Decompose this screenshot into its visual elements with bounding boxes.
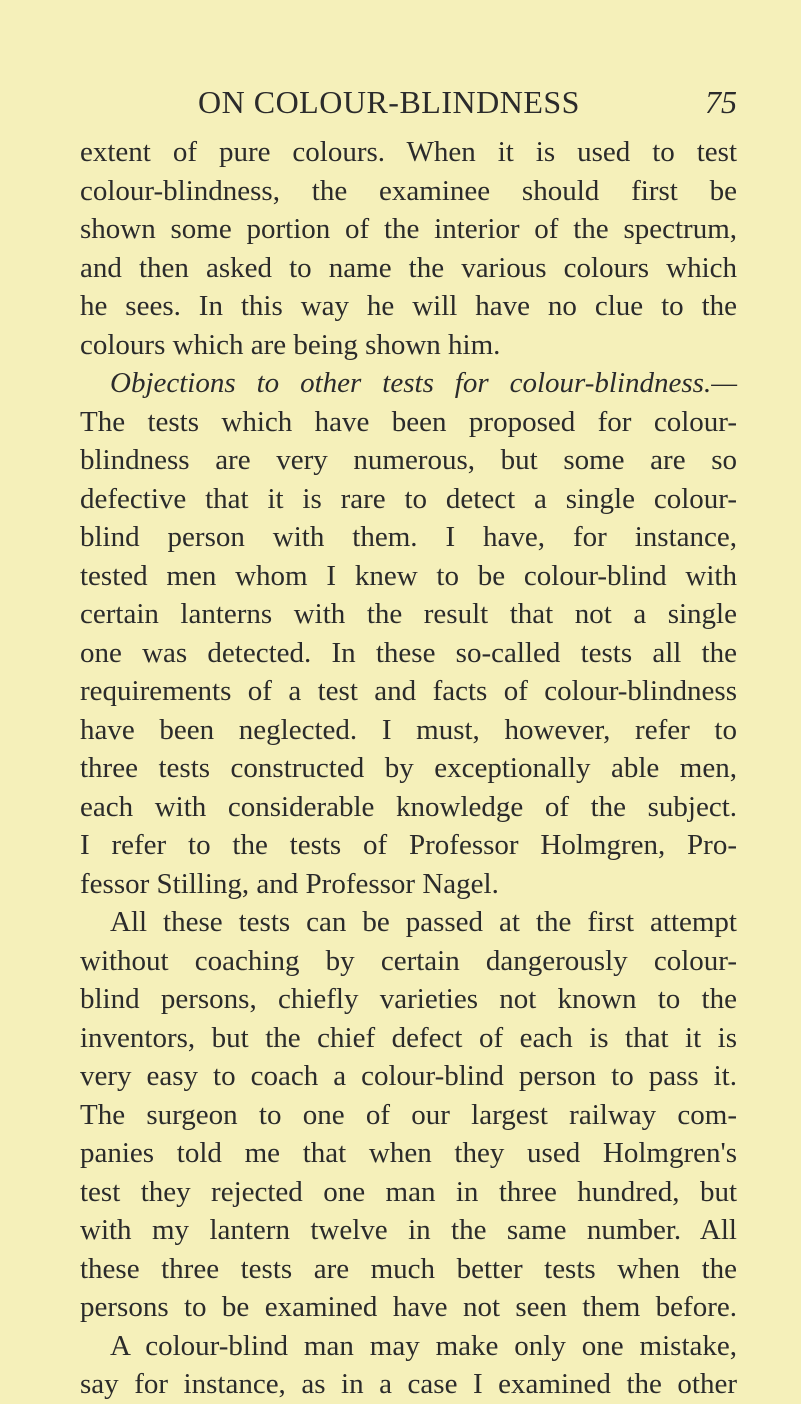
section-heading: Objections to other tests for colour-blindness.— (110, 367, 737, 399)
body-text (80, 133, 737, 1404)
text-line: requirements of a test and facts of colour-blindness (80, 675, 737, 707)
text-line: blindness are very numerous, but some are so (80, 444, 737, 476)
text-line: panies told me that when they used Holmgren's (80, 1137, 737, 1169)
text-line: he sees. In this way he will have no clue to the (80, 290, 737, 322)
text-line: All these tests can be passed at the first attempt (110, 906, 737, 938)
text-line: A colour-blind man may make only one mistake, (110, 1329, 737, 1362)
text-line: colour-blindness, the examinee should first be (80, 174, 737, 207)
text-line: with my lantern twelve in the same number. All (80, 1214, 737, 1246)
text-line: very easy to coach a colour-blind person to pass it. (80, 1060, 737, 1092)
text-line: each with considerable knowledge of the subject. (80, 790, 737, 823)
text-line: certain lanterns with the result that not a single (80, 598, 737, 630)
text-line: test they rejected one man in three hundred, but (80, 1175, 737, 1208)
text-line: tested men whom I knew to be colour-blind with (80, 559, 737, 592)
text-line: blind persons, chiefly varieties not known to the (80, 983, 737, 1015)
page-number: 75 (705, 84, 737, 120)
text-line: blind person with them. I have, for instance, (80, 521, 737, 553)
text-line: without coaching by certain dangerously colour- (80, 944, 737, 977)
text-line: shown some portion of the interior of the spectrum, (80, 213, 737, 245)
text-line: these three tests are much better tests when the (80, 1252, 737, 1285)
text-line: have been neglected. I must, however, refer to (80, 713, 737, 746)
text-line: colours which are being shown him. (80, 328, 501, 361)
text-line: persons to be examined have not seen them before. (80, 1291, 737, 1323)
text-line: fessor Stilling, and Professor Nagel. (80, 867, 499, 900)
text-line: defective that it is rare to detect a single colour- (80, 482, 737, 515)
text-line: say for instance, as in a case I examined the other (80, 1368, 737, 1400)
text-line: extent of pure colours. When it is used to test (80, 136, 737, 168)
page-header (80, 84, 737, 134)
text-line: I refer to the tests of Professor Holmgren, Pro- (80, 829, 737, 861)
text-line: The tests which have been proposed for colour- (80, 405, 737, 438)
text-line: and then asked to name the various colours which (80, 251, 737, 284)
text-line: three tests constructed by exceptionally able men, (80, 752, 737, 784)
running-title: ON COLOUR-BLINDNESS (198, 84, 580, 120)
text-line: one was detected. In these so-called tests all the (80, 636, 737, 669)
text-line: inventors, but the chief defect of each is that it is (80, 1021, 737, 1054)
text-line: The surgeon to one of our largest railway com- (80, 1098, 737, 1131)
